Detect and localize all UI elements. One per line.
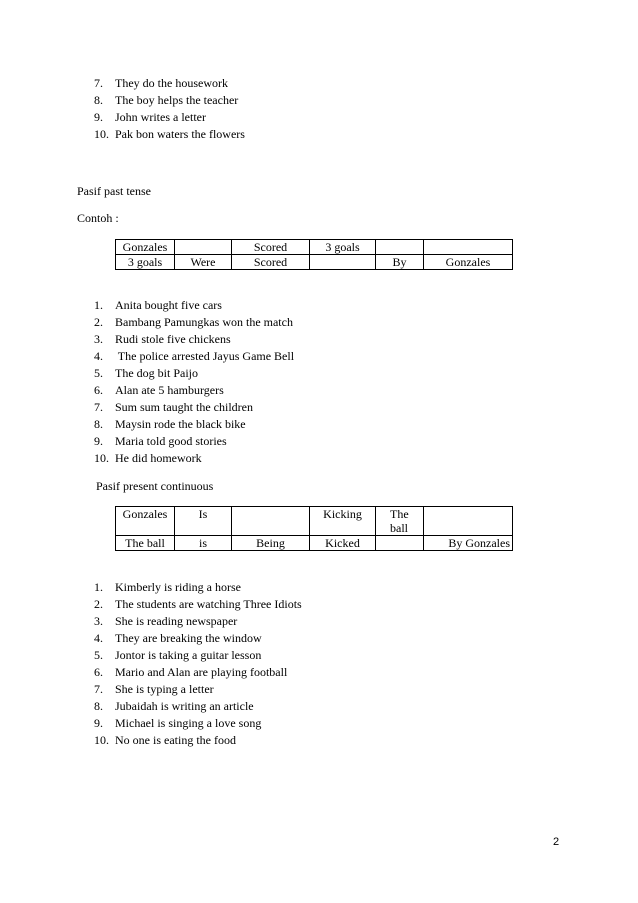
table-cell <box>376 536 424 551</box>
list-item: 10. No one is eating the food <box>94 733 236 747</box>
table-cell: Gonzales <box>116 240 175 255</box>
table-row <box>116 255 513 270</box>
table-cell: Is <box>175 507 232 536</box>
list-item: 6. Mario and Alan are playing football <box>94 665 288 679</box>
sentence-list-past <box>94 297 294 467</box>
list-item: 8. Jubaidah is writing an article <box>94 699 254 713</box>
example-table-continuous <box>115 506 513 551</box>
table-row <box>116 240 513 255</box>
table-cell: The ball <box>116 536 175 551</box>
list-item: 10. Pak bon waters the flowers <box>94 127 245 141</box>
table-cell: Kicking <box>310 507 376 536</box>
table-cell <box>376 240 424 255</box>
list-item: 2. Bambang Pamungkas won the match <box>94 315 293 329</box>
list-item: 7. She is typing a letter <box>94 682 214 696</box>
list-item: 4. They are breaking the window <box>94 631 262 645</box>
table-row <box>116 507 513 536</box>
list-item: 6. Alan ate 5 hamburgers <box>94 383 224 397</box>
list-item: 8. Maysin rode the black bike <box>94 417 246 431</box>
heading-past-tense: Pasif past tense <box>77 184 151 198</box>
list-item: 1. Anita bought five cars <box>94 298 222 312</box>
list-item: 5. The dog bit Paijo <box>94 366 198 380</box>
example-table-past <box>115 239 513 270</box>
table-cell: 3 goals <box>310 240 376 255</box>
table-cell <box>424 240 513 255</box>
list-item: 9. John writes a letter <box>94 110 206 124</box>
list-item: 9. Maria told good stories <box>94 434 227 448</box>
list-item: 5. Jontor is taking a guitar lesson <box>94 648 262 662</box>
list-item: 10. He did homework <box>94 451 202 465</box>
table-cell: 3 goals <box>116 255 175 270</box>
table-cell: Scored <box>232 240 310 255</box>
list-item: 3. Rudi stole five chickens <box>94 332 231 346</box>
list-item: 2. The students are watching Three Idiots <box>94 597 302 611</box>
list-item: 7. Sum sum taught the children <box>94 400 253 414</box>
table-cell: Were <box>175 255 232 270</box>
table-cell <box>175 240 232 255</box>
example-label: Contoh : <box>77 211 119 225</box>
list-item: 8. The boy helps the teacher <box>94 93 239 107</box>
table-row <box>116 536 513 551</box>
table-cell: Gonzales <box>424 255 513 270</box>
table-cell: By <box>376 255 424 270</box>
table-cell <box>424 507 513 536</box>
heading-present-continuous: Pasif present continuous <box>96 479 214 493</box>
list-item: 4. The police arrested Jayus Game Bell <box>94 349 295 363</box>
table-cell <box>232 507 310 536</box>
table-cell: Kicked <box>310 536 376 551</box>
table-cell: The ball <box>376 507 424 536</box>
sentence-list-continuous <box>94 579 302 749</box>
table-cell <box>310 255 376 270</box>
table-cell: Scored <box>232 255 310 270</box>
list-item: 1. Kimberly is riding a horse <box>94 580 241 594</box>
table-cell: Being <box>232 536 310 551</box>
list-item: 9. Michael is singing a love song <box>94 716 262 730</box>
table-cell: Gonzales <box>116 507 175 536</box>
page-number: 2 <box>553 836 560 848</box>
table-cell: is <box>175 536 232 551</box>
list-item: 3. She is reading newspaper <box>94 614 238 628</box>
table-cell: By Gonzales <box>424 536 513 551</box>
sentence-list-top <box>94 75 245 143</box>
list-item: 7. They do the housework <box>94 76 228 90</box>
